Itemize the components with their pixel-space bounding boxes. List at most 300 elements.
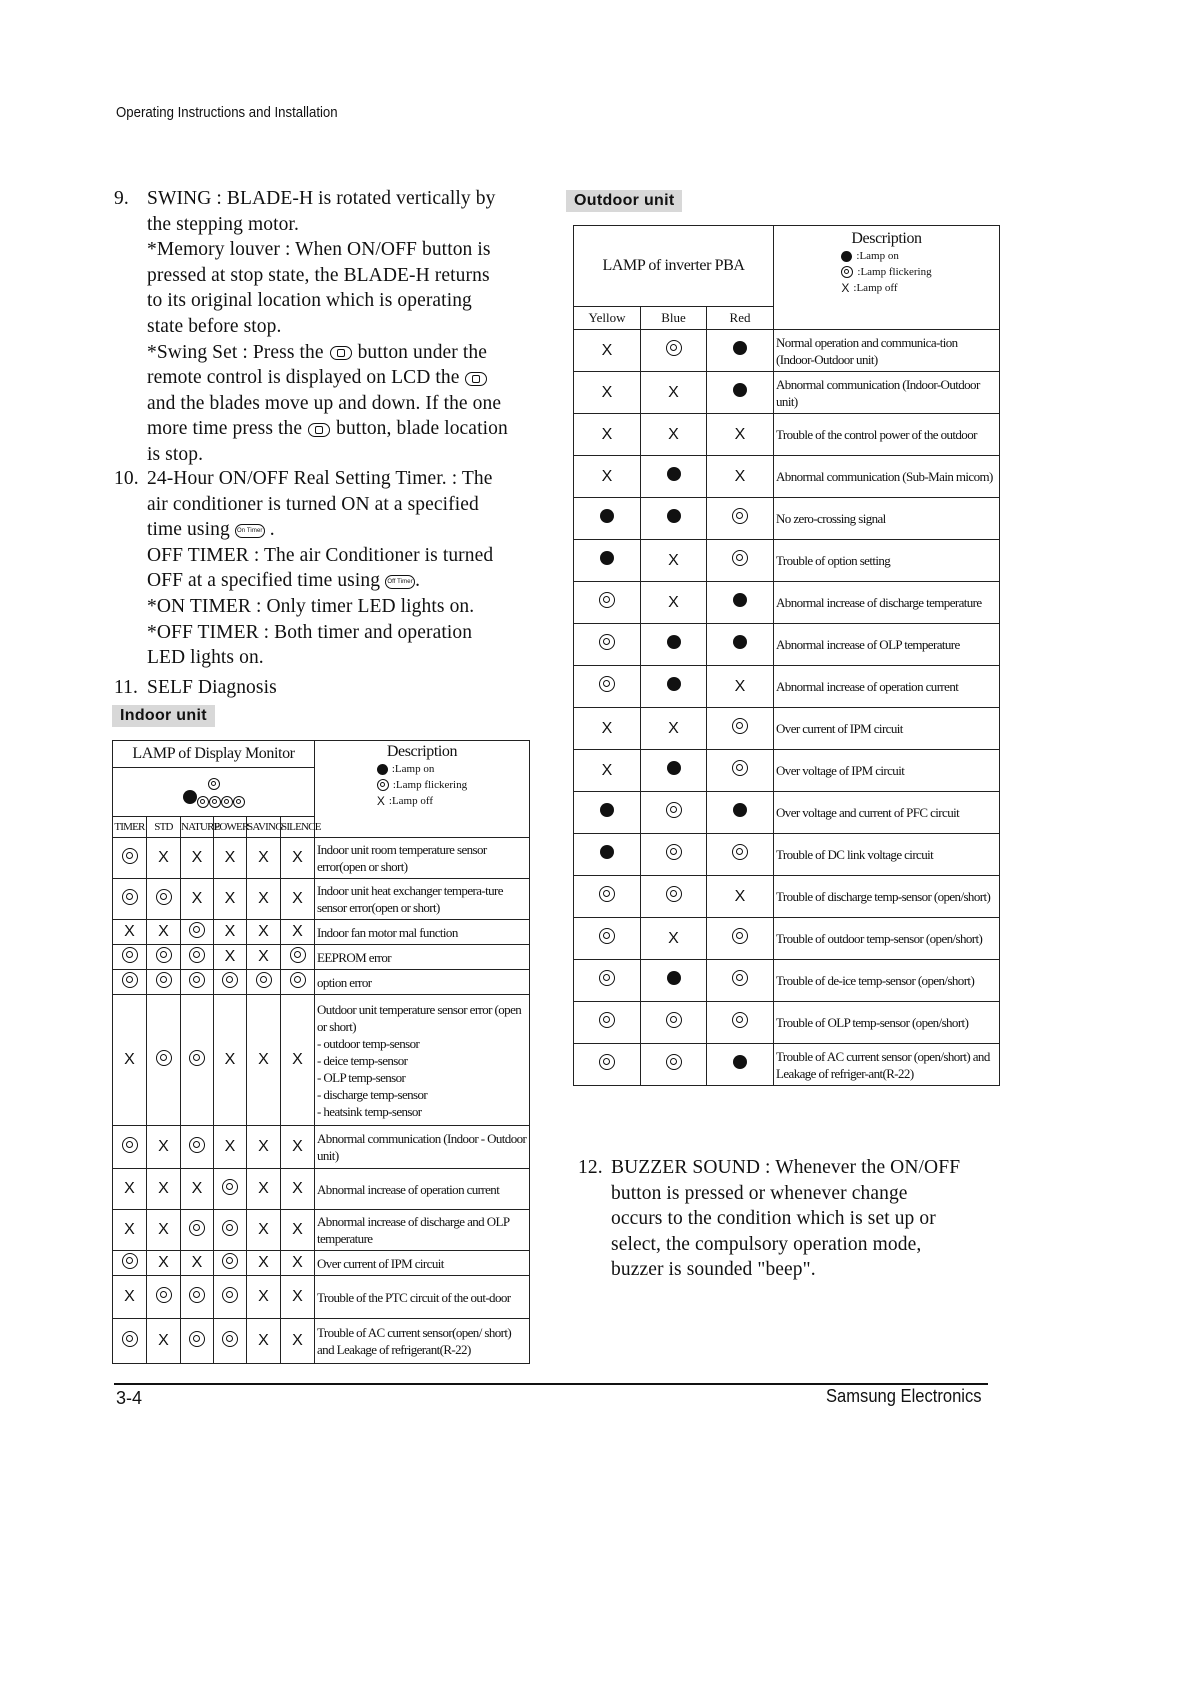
- lamp-flickering-icon: [122, 1331, 138, 1347]
- item-text: the stepping motor.: [147, 213, 299, 235]
- table-row: [113, 995, 530, 1126]
- lamp-off-icon: X: [668, 383, 679, 401]
- lamp-flickering-icon: [666, 886, 682, 902]
- table-row: [574, 1044, 1000, 1086]
- lamp-flickering-icon: [189, 922, 205, 938]
- lamp-flickering-icon: [189, 1137, 205, 1153]
- table-row: [574, 918, 1000, 960]
- lamp-flickering-icon: [222, 1287, 238, 1303]
- lamp-off-icon: X: [292, 1180, 303, 1197]
- lamp-cell: [247, 945, 281, 970]
- lamp-cell: [641, 414, 707, 456]
- lamp-cell: [113, 1126, 147, 1169]
- fault-description: Abnormal increase of operation current: [315, 1169, 530, 1210]
- fault-description: Over current of IPM circuit: [315, 1251, 530, 1276]
- lamp-flickering-icon: [122, 972, 138, 988]
- lamp-flickering-icon: [209, 796, 221, 808]
- lamp-cell: [707, 834, 774, 876]
- lamp-flickering-icon: [732, 508, 748, 524]
- lamp-off-icon: X: [734, 467, 746, 485]
- lamp-cell: [113, 1276, 147, 1319]
- legend-text: :Lamp flickering: [857, 266, 932, 278]
- item-text: pressed at stop state, the BLADE-H returns: [147, 264, 490, 286]
- table-row: [574, 708, 1000, 750]
- lamp-cell: [707, 624, 774, 666]
- item-line: [147, 314, 574, 340]
- lamp-flickering-icon: [189, 1287, 205, 1303]
- lamp-off-icon: X: [158, 849, 169, 866]
- table-row: [574, 792, 1000, 834]
- lamp-cell: [147, 879, 181, 920]
- item-text: state before stop.: [147, 315, 282, 337]
- item-body: [147, 675, 574, 701]
- lamp-cell: [147, 970, 181, 995]
- item-line: [147, 212, 574, 238]
- item-text: button under the: [352, 341, 487, 363]
- lamp-cell: [707, 918, 774, 960]
- fault-description: Over voltage and current of PFC circuit: [774, 792, 1000, 834]
- lamp-cell: [574, 1044, 641, 1086]
- fault-description: Trouble of option setting: [774, 540, 1000, 582]
- description-header: Description: [851, 230, 922, 247]
- lamp-cell: [147, 1276, 181, 1319]
- item-text: *OFF TIMER : Both timer and operation: [147, 621, 473, 643]
- item-line: [147, 568, 574, 594]
- lamp-cell: [147, 1169, 181, 1210]
- lamp-flickering-icon: [189, 972, 205, 988]
- lamp-cell: [281, 1169, 315, 1210]
- lamp-cell: [214, 838, 247, 879]
- fault-description: Indoor unit room temperature sensor error(open or short): [315, 838, 530, 879]
- lamp-on-icon: [841, 251, 852, 262]
- off-timer-button-icon: Off Timer: [385, 575, 415, 589]
- lamp-header: LAMP of inverter PBA: [574, 226, 774, 307]
- lamp-off-icon: X: [258, 1332, 269, 1349]
- lamp-cell: [281, 1210, 315, 1251]
- lamp-off-icon: X: [224, 849, 236, 866]
- lamp-off-icon: X: [668, 593, 679, 611]
- lamp-on-icon: [667, 971, 681, 985]
- lamp-cell: [707, 1002, 774, 1044]
- item-text: is stop.: [147, 443, 204, 465]
- item-text: select, the compulsory operation mode,: [611, 1233, 922, 1255]
- item-line: [147, 288, 574, 314]
- lamp-flickering-icon: [156, 889, 172, 905]
- item-text: LED lights on.: [147, 647, 264, 669]
- lamp-off-icon: X: [191, 849, 203, 866]
- lamp-cell: [113, 1319, 147, 1364]
- lamp-cell: [641, 498, 707, 540]
- lamp-flickering-icon: [290, 972, 306, 988]
- lamp-cell: [574, 876, 641, 918]
- lamp-cell: [707, 666, 774, 708]
- table-row: [574, 498, 1000, 540]
- lamp-off-icon: X: [224, 1138, 236, 1155]
- lamp-header: LAMP of Display Monitor: [113, 741, 315, 768]
- lamp-cell: [147, 945, 181, 970]
- item-line: [611, 1232, 998, 1258]
- table-row: [574, 372, 1000, 414]
- item-line: [147, 391, 574, 417]
- column-header: NATURE: [181, 817, 214, 838]
- legend-text: :Lamp off: [853, 282, 898, 294]
- table-row: [113, 920, 530, 945]
- legend-text: :Lamp on: [856, 250, 899, 262]
- item-line: [147, 594, 574, 620]
- lamp-off-icon: X: [601, 719, 613, 737]
- lamp-legend: [841, 248, 931, 296]
- lamp-flickering-icon: [841, 266, 853, 278]
- lamp-off-icon: X: [258, 1221, 269, 1238]
- indoor-unit-label: Indoor unit: [112, 705, 215, 727]
- table-row: [574, 1002, 1000, 1044]
- lamp-cell: [214, 1251, 247, 1276]
- item-buzzer: [578, 1155, 998, 1283]
- lamp-on-icon: [600, 845, 614, 859]
- lamp-flickering-icon: [599, 1054, 615, 1070]
- lamp-flickering-icon: [732, 550, 748, 566]
- lamp-cell: [574, 540, 641, 582]
- item-line: [147, 365, 574, 391]
- lamp-flickering-icon: [222, 1331, 238, 1347]
- fault-description: Abnormal increase of discharge temperature: [774, 582, 1000, 624]
- lamp-cell: [247, 920, 281, 945]
- lamp-cell: [574, 1002, 641, 1044]
- lamp-off-icon: X: [292, 890, 303, 907]
- lamp-cell: [147, 1126, 181, 1169]
- lamp-cell: [281, 1251, 315, 1276]
- fault-description: Abnormal communication (Sub-Main micom): [774, 456, 1000, 498]
- lamp-on-icon: [600, 509, 614, 523]
- swing-button-icon: [465, 372, 487, 386]
- lamp-cell: [247, 995, 281, 1126]
- lamp-flickering-icon: [156, 972, 172, 988]
- lamp-cell: [641, 1002, 707, 1044]
- lamp-off-icon: X: [292, 1138, 303, 1155]
- lamp-flickering-icon: [256, 972, 272, 988]
- column-header: SAVING: [247, 817, 281, 838]
- lamp-on-icon: [667, 509, 681, 523]
- table-row: [574, 330, 1000, 372]
- lamp-cell: [181, 995, 214, 1126]
- lamp-cell: [641, 540, 707, 582]
- lamp-flickering-icon: [666, 1012, 682, 1028]
- lamp-cell: [574, 666, 641, 708]
- item-line: [147, 466, 574, 492]
- table-row: [113, 970, 530, 995]
- fault-description: Abnormal increase of discharge and OLP temperature: [315, 1210, 530, 1251]
- lamp-cell: [707, 750, 774, 792]
- legend-row: [377, 793, 467, 809]
- item-body: [611, 1155, 998, 1283]
- lamp-off-icon: X: [124, 1288, 135, 1305]
- lamp-cell: [574, 960, 641, 1002]
- item-text: 24-Hour ON/OFF Real Setting Timer. : The: [147, 468, 493, 489]
- lamp-cell: [214, 920, 247, 945]
- lamp-on-icon: [667, 635, 681, 649]
- legend-text: :Lamp flickering: [392, 779, 468, 791]
- column-header: TIMER: [113, 817, 147, 838]
- lamp-cell: [113, 1210, 147, 1251]
- lamp-cell: [641, 666, 707, 708]
- item-text: remote control is displayed on LCD the: [147, 367, 465, 389]
- lamp-flickering-icon: [156, 1287, 172, 1303]
- lamp-cell: [707, 456, 774, 498]
- table-row: [574, 834, 1000, 876]
- item-line: [611, 1181, 998, 1207]
- item-line: [147, 645, 574, 671]
- lamp-cell: [574, 624, 641, 666]
- lamp-cell: [574, 750, 641, 792]
- lamp-off-icon: X: [292, 1254, 303, 1271]
- lamp-cell: [147, 1210, 181, 1251]
- lamp-flickering-icon: [290, 947, 306, 963]
- lamp-on-icon: [733, 593, 747, 607]
- item-line: [147, 543, 574, 569]
- lamp-cell: [113, 879, 147, 920]
- swing-button-icon: [308, 423, 330, 437]
- item-text: BUZZER SOUND : Whenever the ON/OFF: [611, 1157, 961, 1178]
- lamp-off-icon: X: [258, 1254, 269, 1271]
- lamp-flickering-icon: [599, 1012, 615, 1028]
- lamp-off-icon: X: [258, 890, 269, 907]
- item-line: [611, 1257, 998, 1283]
- lamp-off-icon: X: [668, 425, 679, 443]
- lamp-legend: [377, 761, 467, 809]
- lamp-off-icon: X: [292, 1051, 303, 1068]
- table-row: [113, 1169, 530, 1210]
- lamp-cell: [181, 970, 214, 995]
- table-header-row: [113, 741, 530, 768]
- lamp-flickering-icon: [208, 778, 220, 790]
- column-header: POWER: [214, 817, 247, 838]
- lamp-flickering-icon: [599, 676, 615, 692]
- lamp-flickering-icon: [222, 1220, 238, 1236]
- column-header: Yellow: [574, 307, 641, 330]
- lamp-off-icon: X: [258, 948, 269, 965]
- table-row: [574, 456, 1000, 498]
- lamp-cell: [247, 1210, 281, 1251]
- item-text: OFF TIMER : The air Conditioner is turned: [147, 544, 494, 566]
- lamp-cell: [181, 945, 214, 970]
- lamp-on-icon: [600, 551, 614, 565]
- lamp-on-icon: [377, 764, 388, 775]
- lamp-off-icon: X: [124, 1051, 135, 1068]
- lamp-cell: [247, 879, 281, 920]
- lamp-cell: [214, 879, 247, 920]
- lamp-off-icon: X: [601, 761, 613, 779]
- table-row: [113, 879, 530, 920]
- lamp-flickering-icon: [122, 889, 138, 905]
- lamp-cell: [214, 1126, 247, 1169]
- lamp-off-icon: X: [601, 467, 613, 485]
- item-number: 11.: [114, 677, 138, 698]
- lamp-off-icon: X: [734, 887, 746, 905]
- lamp-cell: [281, 970, 315, 995]
- lamp-cell: [147, 920, 181, 945]
- lamp-off-icon: X: [124, 1180, 135, 1197]
- lamp-cell: [214, 945, 247, 970]
- lamp-cell: [181, 920, 214, 945]
- lamp-cell: [707, 582, 774, 624]
- item-line: [147, 492, 574, 518]
- lamp-flickering-icon: [732, 760, 748, 776]
- lamp-cell: [641, 960, 707, 1002]
- lamp-off-icon: X: [158, 1254, 169, 1271]
- lamp-off-icon: X: [292, 849, 303, 866]
- lamp-cell: [641, 792, 707, 834]
- lamp-flickering-icon: [189, 1220, 205, 1236]
- lamp-flickering-icon: [599, 592, 615, 608]
- lamp-cell: [147, 1251, 181, 1276]
- fault-description: Trouble of the PTC circuit of the out-door: [315, 1276, 530, 1319]
- fault-description: No zero-crossing signal: [774, 498, 1000, 540]
- lamp-flickering-icon: [599, 886, 615, 902]
- lamp-off-icon: X: [376, 794, 385, 808]
- table-row: [113, 945, 530, 970]
- lamp-flickering-icon: [222, 972, 238, 988]
- item-number: 12.: [578, 1157, 603, 1178]
- lamp-cell: [574, 414, 641, 456]
- lamp-cell: [707, 330, 774, 372]
- item-text: *ON TIMER : Only timer LED lights on.: [147, 595, 475, 617]
- lamp-cell: [247, 970, 281, 995]
- fault-description: Trouble of de-ice temp-sensor (open/short): [774, 960, 1000, 1002]
- table-row: [574, 540, 1000, 582]
- item-timer: [114, 466, 574, 671]
- item-text: button is pressed or whenever change: [611, 1182, 908, 1204]
- outdoor-diagnosis-table: [573, 225, 1000, 1086]
- lamp-off-icon: X: [191, 890, 203, 907]
- lamp-cell: [214, 1276, 247, 1319]
- fault-description: Abnormal increase of OLP temperature: [774, 624, 1000, 666]
- table-row: [113, 838, 530, 879]
- fault-description: Normal operation and communica-tion (Indoor-Outdoor unit): [774, 330, 1000, 372]
- lamp-off-icon: X: [124, 923, 135, 940]
- column-header: SILENCE: [281, 817, 315, 838]
- lamp-cell: [247, 1319, 281, 1364]
- item-number: 10.: [114, 468, 139, 489]
- table-row: [574, 582, 1000, 624]
- item-line: [147, 263, 574, 289]
- item-text: .: [415, 570, 421, 592]
- lamp-cell: [707, 876, 774, 918]
- lamp-flickering-icon: [197, 796, 209, 808]
- lamp-cell: [247, 1251, 281, 1276]
- item-line: [147, 442, 574, 468]
- lamp-flickering-icon: [222, 1179, 238, 1195]
- lamp-off-icon: X: [124, 1221, 135, 1238]
- lamp-flickering-icon: [122, 947, 138, 963]
- lamp-cell: [113, 838, 147, 879]
- lamp-cell: [641, 750, 707, 792]
- lamp-flickering-icon: [189, 1331, 205, 1347]
- item-text: to its original location which is operating: [147, 290, 472, 312]
- lamp-cell: [641, 876, 707, 918]
- lamp-cell: [641, 582, 707, 624]
- item-line: [147, 675, 574, 701]
- fault-description: Abnormal communication (Indoor - Outdoor unit): [315, 1126, 530, 1169]
- lamp-off-icon: X: [158, 1138, 169, 1155]
- lamp-cell: [641, 330, 707, 372]
- lamp-cell: [181, 1319, 214, 1364]
- lamp-off-icon: X: [191, 1254, 203, 1271]
- display-icons-top: [113, 776, 314, 790]
- item-line: [147, 237, 574, 263]
- lamp-on-icon: [667, 677, 681, 691]
- lamp-cell: [641, 918, 707, 960]
- column-header: Red: [707, 307, 774, 330]
- fault-description: Indoor fan motor mal function: [315, 920, 530, 945]
- lamp-off-icon: X: [224, 1051, 236, 1068]
- lamp-flickering-icon: [222, 1253, 238, 1269]
- lamp-off-icon: X: [158, 1180, 169, 1197]
- description-header-cell: [315, 741, 530, 838]
- fault-description: Trouble of outdoor temp-sensor (open/short): [774, 918, 1000, 960]
- lamp-cell: [214, 1169, 247, 1210]
- lamp-off-icon: X: [258, 1288, 269, 1305]
- lamp-flickering-icon: [189, 1050, 205, 1066]
- table-row: [574, 666, 1000, 708]
- lamp-on-icon: [733, 341, 747, 355]
- lamp-off-icon: X: [224, 923, 236, 940]
- lamp-off-icon: X: [258, 1051, 269, 1068]
- lamp-off-icon: X: [158, 1332, 169, 1349]
- fault-description: Trouble of AC current sensor (open/short) and Leakage of refriger-ant(R-22): [774, 1044, 1000, 1086]
- fault-description: Trouble of DC link voltage circuit: [774, 834, 1000, 876]
- column-header: STD: [147, 817, 181, 838]
- legend-text: :Lamp on: [391, 763, 435, 775]
- lamp-flickering-icon: [599, 634, 615, 650]
- outdoor-unit-label: Outdoor unit: [566, 190, 682, 212]
- item-body: [147, 186, 574, 468]
- lamp-on-icon: [733, 635, 747, 649]
- lamp-off-icon: X: [601, 341, 613, 359]
- lamp-cell: [247, 1276, 281, 1319]
- lamp-flickering-icon: [122, 1253, 138, 1269]
- item-text: OFF at a specified time using: [147, 570, 386, 592]
- lamp-on-icon: [600, 803, 614, 817]
- table-row: [574, 750, 1000, 792]
- lamp-cell: [574, 330, 641, 372]
- lamp-off-icon: X: [224, 890, 236, 907]
- lamp-on-icon: [733, 1055, 747, 1069]
- lamp-cell: [707, 498, 774, 540]
- fault-description: Over voltage of IPM circuit: [774, 750, 1000, 792]
- indoor-diagnosis-table: [112, 740, 530, 1364]
- page-header: Operating Instructions and Installation: [116, 104, 338, 121]
- table-row: [574, 624, 1000, 666]
- item-text: SELF Diagnosis: [147, 677, 277, 698]
- lamp-off-icon: X: [668, 551, 679, 569]
- lamp-off-icon: X: [224, 948, 236, 965]
- lamp-cell: [113, 970, 147, 995]
- lamp-flickering-icon: [732, 718, 748, 734]
- lamp-cell: [281, 945, 315, 970]
- legend-row: [377, 777, 467, 793]
- lamp-flickering-icon: [732, 844, 748, 860]
- table-row: [113, 1319, 530, 1364]
- table-row: [574, 414, 1000, 456]
- lamp-off-icon: X: [258, 1138, 269, 1155]
- lamp-cell: [574, 456, 641, 498]
- fault-description: Trouble of OLP temp-sensor (open/short): [774, 1002, 1000, 1044]
- lamp-cell: [214, 1210, 247, 1251]
- lamp-cell: [247, 838, 281, 879]
- item-text: more time press the: [147, 418, 308, 440]
- lamp-on-icon: [183, 790, 197, 804]
- fault-description: Trouble of the control power of the outdoor: [774, 414, 1000, 456]
